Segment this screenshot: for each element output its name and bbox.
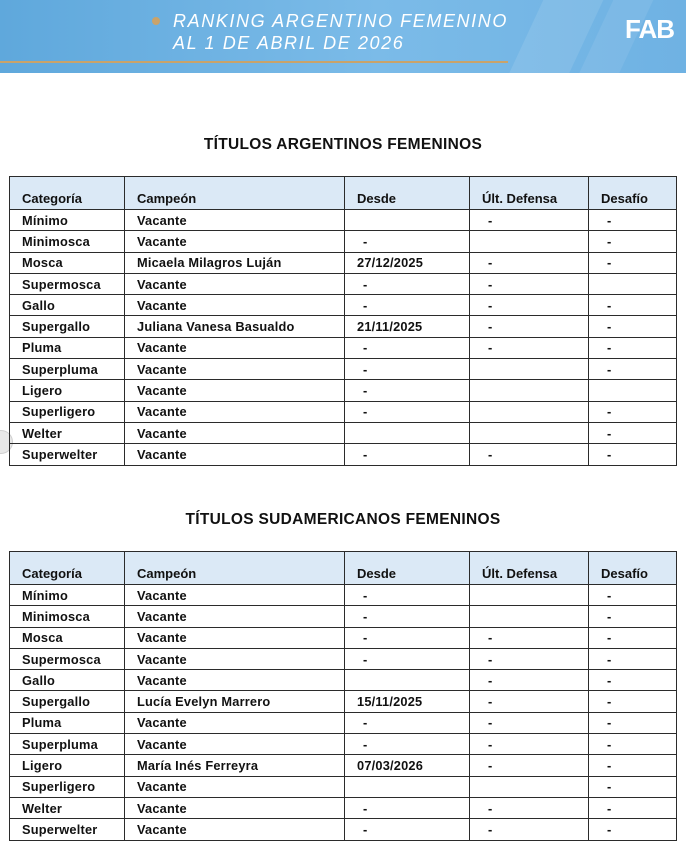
section-title-sudamericanos: TÍTULOS SUDAMERICANOS FEMENINOS xyxy=(185,511,501,528)
cell-categoria: Superwelter xyxy=(10,444,125,465)
cell-desde: - xyxy=(345,585,470,606)
col-header-desde: Desde xyxy=(345,552,470,585)
table-row xyxy=(10,627,677,648)
table-sudamericanos xyxy=(9,551,677,841)
cell-campeon: Vacante xyxy=(125,712,345,733)
col-header-desde: Desde xyxy=(345,177,470,210)
cell-desde: - xyxy=(345,627,470,648)
cell-desde: - xyxy=(345,819,470,840)
cell-categoria: Pluma xyxy=(10,712,125,733)
cell-ult-defensa: - xyxy=(470,648,589,669)
cell-categoria: Superpluma xyxy=(10,734,125,755)
table-row xyxy=(10,210,677,231)
cell-desde: - xyxy=(345,734,470,755)
cell-ult-defensa: - xyxy=(470,337,589,358)
cell-ult-defensa: - xyxy=(470,252,589,273)
cell-campeon: Vacante xyxy=(125,337,345,358)
cell-desafio: - xyxy=(589,444,677,465)
cell-ult-defensa: - xyxy=(470,691,589,712)
cell-desafio: - xyxy=(589,210,677,231)
cell-desafio: - xyxy=(589,337,677,358)
table-row xyxy=(10,422,677,443)
cell-ult-defensa: - xyxy=(470,797,589,818)
cell-desafio: - xyxy=(589,585,677,606)
cell-campeon: Vacante xyxy=(125,627,345,648)
cell-desde xyxy=(345,210,470,231)
cell-desde: - xyxy=(345,401,470,422)
cell-campeon: Vacante xyxy=(125,422,345,443)
table-row xyxy=(10,648,677,669)
cell-desde: - xyxy=(345,359,470,380)
cell-ult-defensa: - xyxy=(470,316,589,337)
cell-desde: - xyxy=(345,273,470,294)
cell-ult-defensa: - xyxy=(470,819,589,840)
cell-ult-defensa xyxy=(470,231,589,252)
cell-categoria: Gallo xyxy=(10,295,125,316)
cell-categoria: Minimosca xyxy=(10,606,125,627)
cell-campeon: María Inés Ferreyra xyxy=(125,755,345,776)
cell-campeon: Micaela Milagros Luján xyxy=(125,252,345,273)
table-row xyxy=(10,819,677,840)
cell-desde: - xyxy=(345,648,470,669)
cell-categoria: Supergallo xyxy=(10,316,125,337)
cell-desafio: - xyxy=(589,755,677,776)
table-row xyxy=(10,670,677,691)
table-row xyxy=(10,252,677,273)
cell-desde: - xyxy=(345,380,470,401)
cell-categoria: Mínimo xyxy=(10,210,125,231)
table-row xyxy=(10,691,677,712)
table-row xyxy=(10,380,677,401)
cell-campeon: Vacante xyxy=(125,401,345,422)
cell-ult-defensa: - xyxy=(470,755,589,776)
fab-logo: FAB xyxy=(625,14,674,44)
cell-desde: 27/12/2025 xyxy=(345,252,470,273)
cell-ult-defensa: - xyxy=(470,210,589,231)
cell-categoria: Mínimo xyxy=(10,585,125,606)
cell-desde: 21/11/2025 xyxy=(345,316,470,337)
col-header-campeon: Campeón xyxy=(125,552,345,585)
cell-desde: - xyxy=(345,295,470,316)
cell-desde: 15/11/2025 xyxy=(345,691,470,712)
table-row xyxy=(10,712,677,733)
cell-campeon: Vacante xyxy=(125,734,345,755)
table-header-row xyxy=(10,177,677,210)
page-header xyxy=(0,0,686,73)
bullet-dot-icon xyxy=(152,17,160,25)
cell-campeon: Vacante xyxy=(125,585,345,606)
table-row xyxy=(10,755,677,776)
cell-campeon: Vacante xyxy=(125,648,345,669)
cell-ult-defensa: - xyxy=(470,712,589,733)
cell-categoria: Mosca xyxy=(10,252,125,273)
cell-desafio: - xyxy=(589,670,677,691)
cell-categoria: Superpluma xyxy=(10,359,125,380)
table-row xyxy=(10,401,677,422)
cell-categoria: Minimosca xyxy=(10,231,125,252)
cell-desafio: - xyxy=(589,422,677,443)
cell-desde: - xyxy=(345,797,470,818)
cell-categoria: Supermosca xyxy=(10,273,125,294)
cell-ult-defensa: - xyxy=(470,734,589,755)
cell-categoria: Welter xyxy=(10,797,125,818)
cell-desde: - xyxy=(345,712,470,733)
cell-categoria: Superligero xyxy=(10,401,125,422)
cell-campeon: Vacante xyxy=(125,231,345,252)
cell-desde: - xyxy=(345,231,470,252)
cell-campeon: Lucía Evelyn Marrero xyxy=(125,691,345,712)
cell-categoria: Welter xyxy=(10,422,125,443)
table-row xyxy=(10,316,677,337)
cell-desafio: - xyxy=(589,231,677,252)
cell-desde xyxy=(345,422,470,443)
cell-desafio: - xyxy=(589,316,677,337)
cell-desafio: - xyxy=(589,359,677,380)
cell-ult-defensa: - xyxy=(470,444,589,465)
cell-desafio: - xyxy=(589,648,677,669)
cell-categoria: Ligero xyxy=(10,380,125,401)
table-row xyxy=(10,273,677,294)
cell-categoria: Gallo xyxy=(10,670,125,691)
cell-desafio: - xyxy=(589,691,677,712)
cell-campeon: Vacante xyxy=(125,776,345,797)
cell-desafio: - xyxy=(589,606,677,627)
cell-desde xyxy=(345,776,470,797)
col-header-desafio: Desafío xyxy=(589,177,677,210)
cell-categoria: Supermosca xyxy=(10,648,125,669)
cell-desafio: - xyxy=(589,627,677,648)
cell-ult-defensa xyxy=(470,380,589,401)
cell-desde: - xyxy=(345,606,470,627)
col-header-campeon: Campeón xyxy=(125,177,345,210)
cell-desafio: - xyxy=(589,734,677,755)
table-argentinos xyxy=(9,176,677,466)
cell-campeon: Juliana Vanesa Basualdo xyxy=(125,316,345,337)
col-header-desafio: Desafío xyxy=(589,552,677,585)
cell-desde: - xyxy=(345,444,470,465)
cell-campeon: Vacante xyxy=(125,273,345,294)
table-row xyxy=(10,797,677,818)
cell-campeon: Vacante xyxy=(125,670,345,691)
cell-categoria: Superwelter xyxy=(10,819,125,840)
cell-campeon: Vacante xyxy=(125,444,345,465)
cell-campeon: Vacante xyxy=(125,210,345,231)
cell-desafio: - xyxy=(589,819,677,840)
cell-desde xyxy=(345,670,470,691)
cell-categoria: Supergallo xyxy=(10,691,125,712)
cell-ult-defensa xyxy=(470,401,589,422)
cell-desde: - xyxy=(345,337,470,358)
cell-campeon: Vacante xyxy=(125,819,345,840)
cell-desafio: - xyxy=(589,797,677,818)
cell-ult-defensa xyxy=(470,776,589,797)
table-row xyxy=(10,337,677,358)
table-row xyxy=(10,585,677,606)
cell-desafio: - xyxy=(589,295,677,316)
cell-desafio: - xyxy=(589,776,677,797)
header-title-line2: AL 1 DE ABRIL DE 2026 xyxy=(173,33,405,53)
cell-desafio xyxy=(589,273,677,294)
cell-campeon: Vacante xyxy=(125,295,345,316)
section-title-argentinos: TÍTULOS ARGENTINOS FEMENINOS xyxy=(203,136,483,153)
cell-desafio: - xyxy=(589,401,677,422)
cell-desde: 07/03/2026 xyxy=(345,755,470,776)
cell-ult-defensa xyxy=(470,606,589,627)
cell-desafio xyxy=(589,380,677,401)
cell-ult-defensa xyxy=(470,585,589,606)
header-underline xyxy=(0,61,508,63)
table-row xyxy=(10,776,677,797)
cell-ult-defensa: - xyxy=(470,670,589,691)
table-row xyxy=(10,606,677,627)
table-row xyxy=(10,359,677,380)
col-header-categoria: Categoría xyxy=(10,552,125,585)
cell-ult-defensa: - xyxy=(470,627,589,648)
cell-ult-defensa: - xyxy=(470,295,589,316)
col-header-ult-defensa: Últ. Defensa xyxy=(470,177,589,210)
table-row xyxy=(10,231,677,252)
cell-campeon: Vacante xyxy=(125,797,345,818)
cell-campeon: Vacante xyxy=(125,380,345,401)
cell-categoria: Pluma xyxy=(10,337,125,358)
col-header-ult-defensa: Últ. Defensa xyxy=(470,552,589,585)
cell-ult-defensa xyxy=(470,359,589,380)
cell-categoria: Ligero xyxy=(10,755,125,776)
cell-categoria: Superligero xyxy=(10,776,125,797)
cell-categoria: Mosca xyxy=(10,627,125,648)
cell-desafio: - xyxy=(589,712,677,733)
cell-ult-defensa xyxy=(470,422,589,443)
cell-campeon: Vacante xyxy=(125,359,345,380)
cell-campeon: Vacante xyxy=(125,606,345,627)
table-row xyxy=(10,444,677,465)
table-row xyxy=(10,734,677,755)
header-title-line1: RANKING ARGENTINO FEMENINO xyxy=(173,11,508,31)
cell-ult-defensa: - xyxy=(470,273,589,294)
table-header-row xyxy=(10,552,677,585)
table-row xyxy=(10,295,677,316)
col-header-categoria: Categoría xyxy=(10,177,125,210)
cell-desafio: - xyxy=(589,252,677,273)
